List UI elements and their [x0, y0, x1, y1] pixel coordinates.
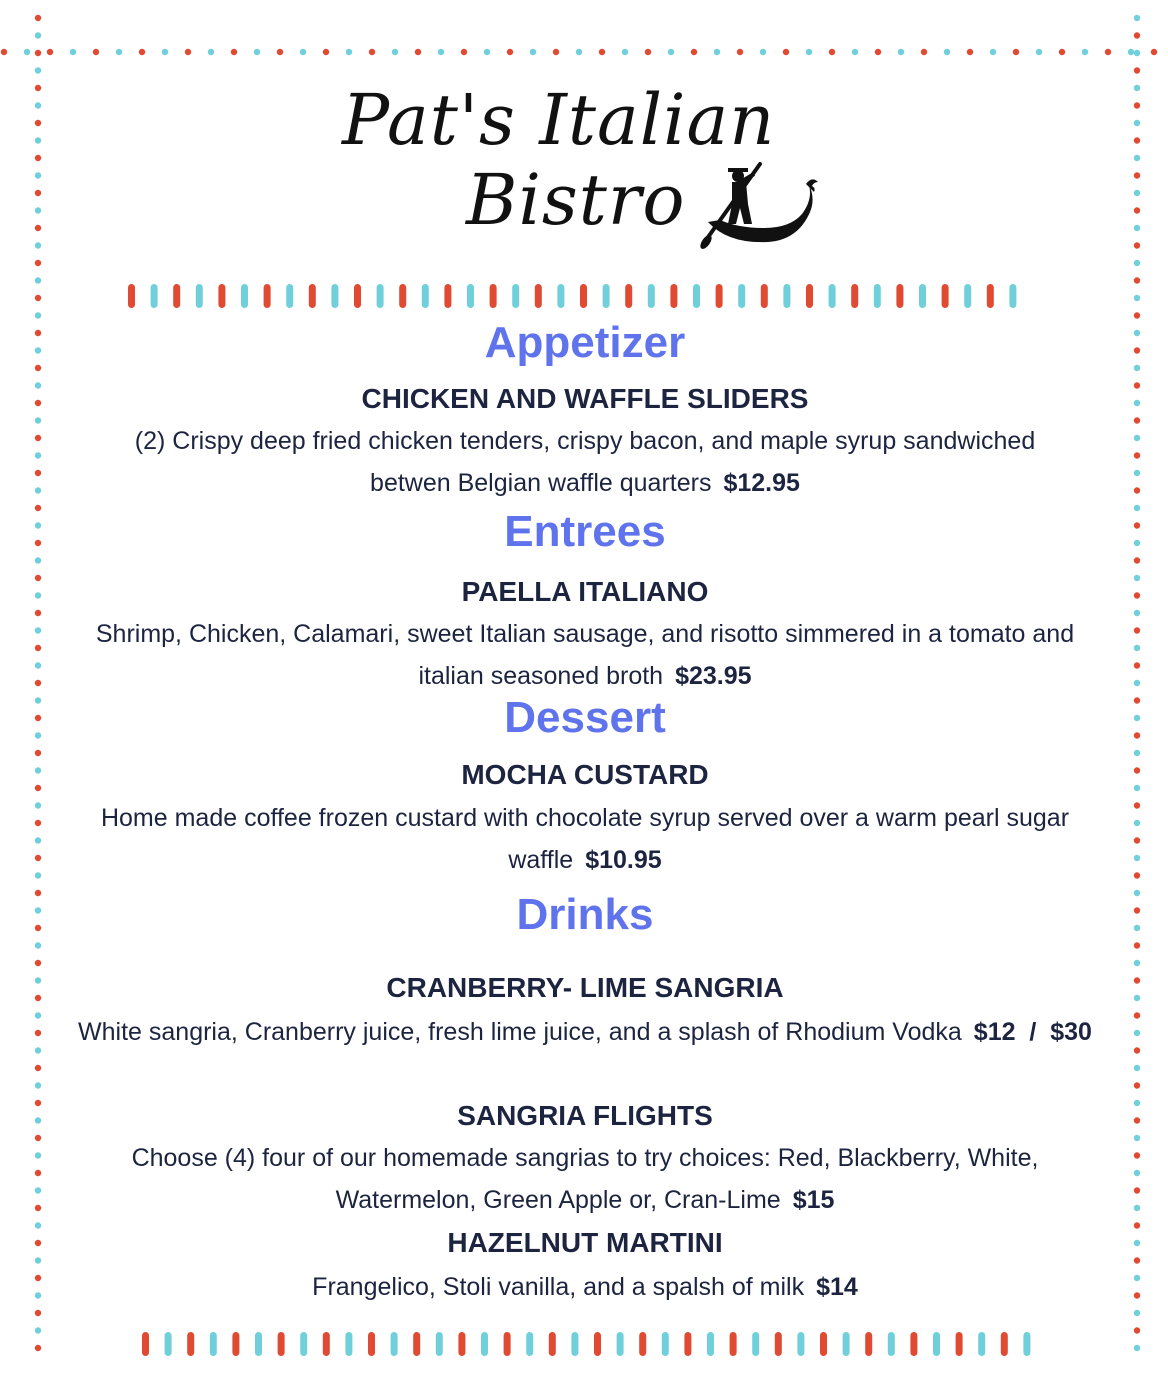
- item-price: $23.95: [675, 662, 752, 690]
- item-name-cranberry-lime-sangria: CRANBERRY- LIME SANGRIA: [386, 972, 784, 1003]
- divider-dash: [481, 1332, 488, 1356]
- divider-dash: [594, 1332, 601, 1356]
- divider-dash: [730, 1332, 737, 1356]
- item-description-paella-italiano: [80, 613, 1090, 697]
- divider-dash: [391, 1332, 398, 1356]
- divider-dash: [187, 1332, 194, 1356]
- item-price: $10.95: [585, 846, 662, 874]
- section-title-appetizer: Appetizer: [484, 318, 686, 367]
- divider-dash: [165, 1332, 172, 1356]
- section-title-entrees: Entrees: [504, 507, 666, 556]
- section-title-drinks: Drinks: [516, 890, 654, 939]
- item-description-cranberry-lime-sangria: [50, 1012, 1120, 1052]
- divider-dash: [639, 1332, 646, 1356]
- description-text: Choose (4) four of our homemade sangrias to try choices: Red, Blackberry, White, Watermelon, Green Apple or, Cran-Lime: [131, 1144, 1039, 1214]
- description-text: White sangria, Cranberry juice, fresh lime juice, and a splash of Rhodium Vodka: [78, 1018, 962, 1046]
- divider-dash: [707, 1332, 714, 1356]
- divider-dash: [300, 1332, 307, 1356]
- description-text: Frangelico, Stoli vanilla, and a spalsh of milk: [312, 1273, 805, 1301]
- divider-dash: [820, 1332, 827, 1356]
- restaurant-name-line2: Bistro: [466, 159, 686, 241]
- description-text: (2) Crispy deep fried chicken tenders, crispy bacon, and maple syrup sandwiched betwen Belgian waffle quarters: [134, 427, 1036, 497]
- divider-dash: [797, 1332, 804, 1356]
- divider-dash: [368, 1332, 375, 1356]
- divider-dash: [684, 1332, 691, 1356]
- item-description-sangria-flights: [90, 1137, 1080, 1221]
- divider-dash: [617, 1332, 624, 1356]
- item-name-mocha-custard: MOCHA CUSTARD: [461, 759, 709, 790]
- divider-dash: [232, 1332, 239, 1356]
- divider-dash: [662, 1332, 669, 1356]
- description-text: Home made coffee frozen custard with chocolate syrup served over a warm pearl sugar waffle: [100, 804, 1070, 874]
- divider-dash: [933, 1332, 940, 1356]
- item-description-chicken-waffle-sliders: [100, 420, 1070, 504]
- divider-dash: [956, 1332, 963, 1356]
- item-description-hazelnut-martini: [80, 1266, 1090, 1308]
- divider-dash: [345, 1332, 352, 1356]
- item-name-hazelnut-martini: HAZELNUT MARTINI: [447, 1227, 723, 1258]
- item-price: $15: [792, 1186, 835, 1214]
- item-description-mocha-custard: [40, 797, 1130, 881]
- divider-dash: [142, 1332, 149, 1356]
- divider-dash: [413, 1332, 420, 1356]
- item-name-sangria-flights: SANGRIA FLIGHTS: [457, 1100, 713, 1131]
- divider-dash: [549, 1332, 556, 1356]
- restaurant-name-line1: Pat's Italian: [342, 79, 776, 161]
- item-price: $14: [816, 1273, 858, 1301]
- divider-dash: [1023, 1332, 1030, 1356]
- divider-dash: [865, 1332, 872, 1356]
- item-name-paella-italiano: PAELLA ITALIANO: [461, 576, 709, 607]
- divider-dash: [978, 1332, 985, 1356]
- divider-dash: [571, 1332, 578, 1356]
- divider-dash: [210, 1332, 217, 1356]
- item-price: $12 / $30: [973, 1018, 1092, 1046]
- divider-dash: [255, 1332, 262, 1356]
- divider-dash: [910, 1332, 917, 1356]
- section-title-dessert: Dessert: [504, 693, 666, 742]
- description-text: Shrimp, Chicken, Calamari, sweet Italian sausage, and risotto simmered in a tomato and italian seasoned broth: [95, 620, 1075, 690]
- divider-dash: [504, 1332, 511, 1356]
- item-name-chicken-waffle-sliders: CHICKEN AND WAFFLE SLIDERS: [361, 383, 809, 414]
- divider-dash: [1001, 1332, 1008, 1356]
- menu-body: [40, 0, 1130, 1376]
- item-price: $12.95: [723, 469, 800, 497]
- bottom-divider: [140, 1331, 1046, 1357]
- divider-dash: [323, 1332, 330, 1356]
- divider-dash: [458, 1332, 465, 1356]
- divider-dash: [775, 1332, 782, 1356]
- divider-dash: [888, 1332, 895, 1356]
- divider-dash: [526, 1332, 533, 1356]
- divider-dash: [752, 1332, 759, 1356]
- divider-dash: [436, 1332, 443, 1356]
- divider-dash: [843, 1332, 850, 1356]
- divider-dash: [278, 1332, 285, 1356]
